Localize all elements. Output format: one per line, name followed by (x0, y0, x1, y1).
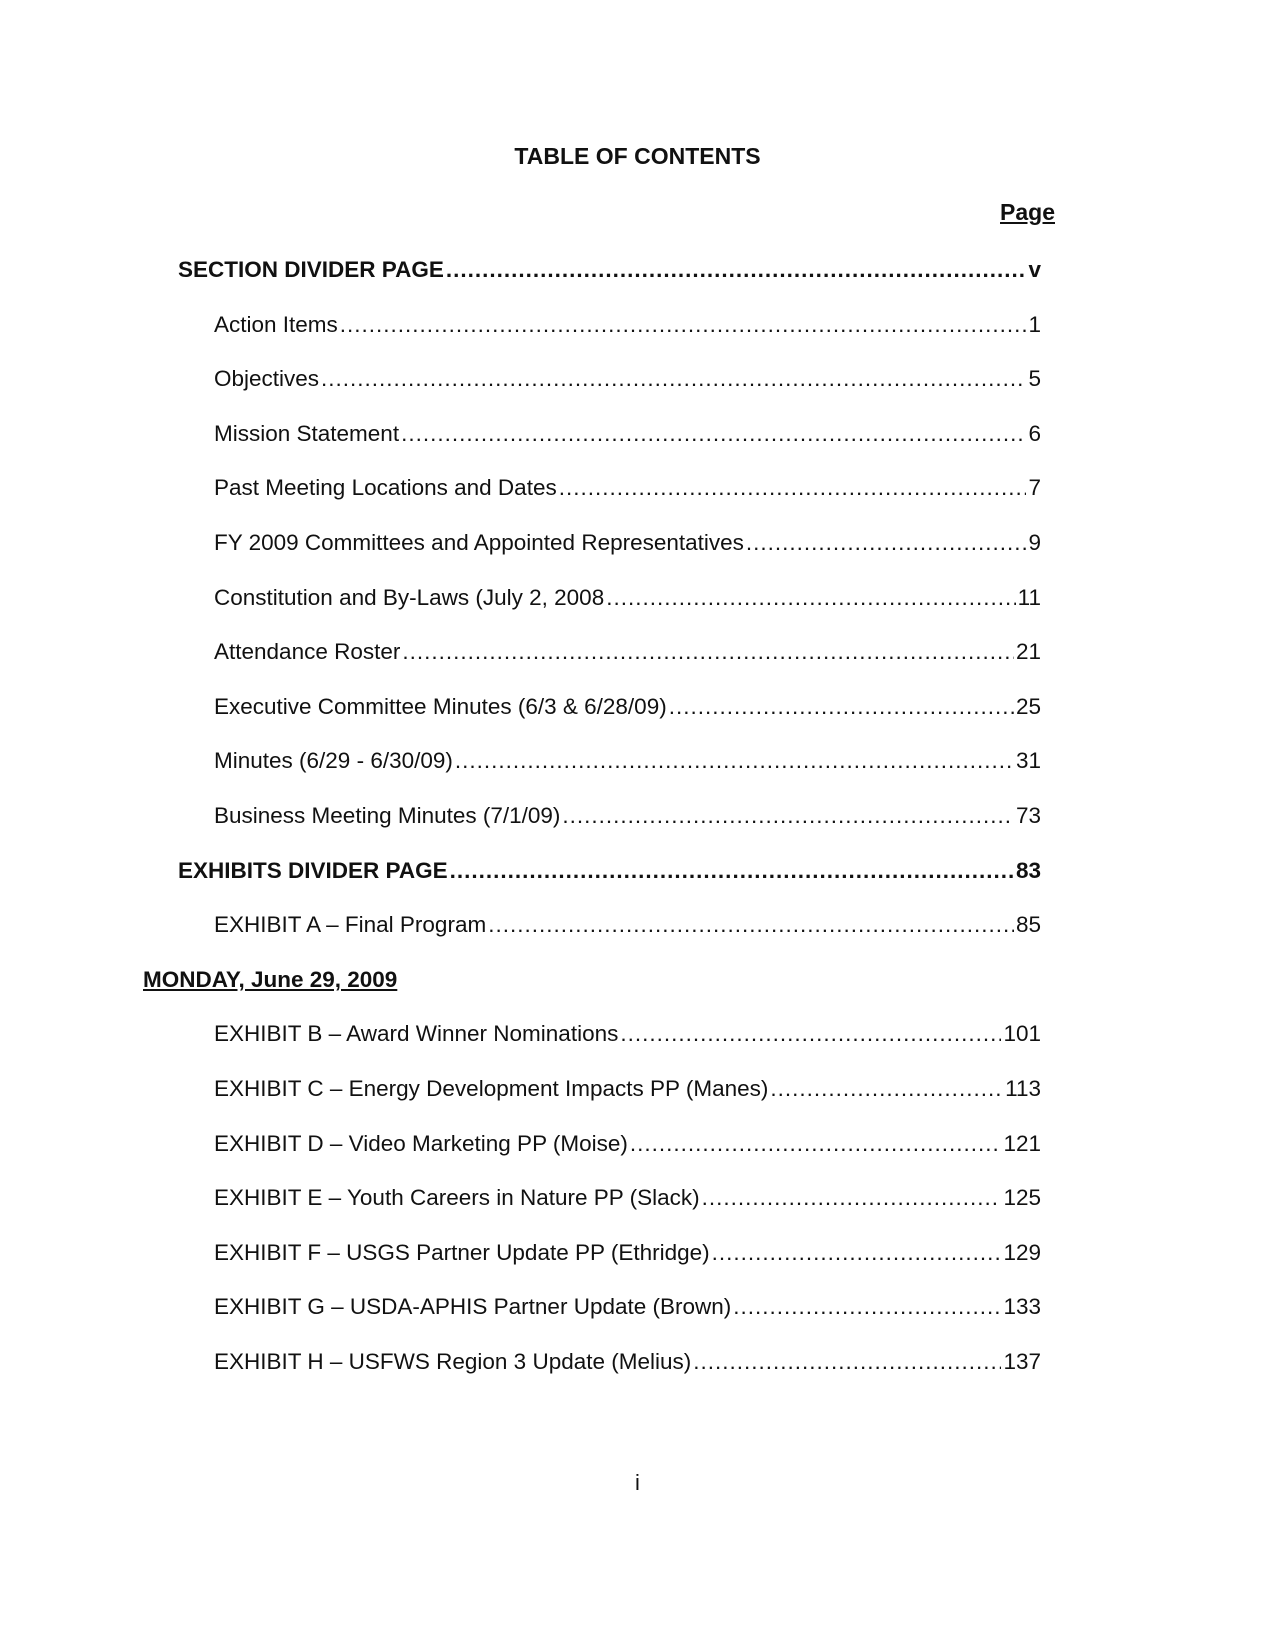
toc-entry (214, 734, 1041, 789)
toc-entry-label: Attendance Roster (214, 639, 401, 665)
page-number-footer: i (635, 1470, 640, 1495)
toc-entry-label: EXHIBIT C – Energy Development Impacts PP (Manes) (214, 1075, 769, 1101)
dot-leader (401, 407, 1026, 462)
toc-entry-label: Mission Statement (214, 420, 400, 446)
dot-leader (606, 571, 1015, 626)
toc-entry-page: v (1028, 257, 1041, 282)
dot-leader (620, 1007, 1001, 1062)
toc-entry-label: Executive Committee Minutes (6/3 & 6/28/09) (214, 693, 667, 719)
dot-leader (702, 1171, 1002, 1226)
toc-entry-page: 9 (1028, 529, 1041, 555)
dot-leader (630, 1117, 1002, 1172)
dot-leader (669, 680, 1014, 735)
toc-entry-page: 6 (1028, 420, 1041, 446)
dot-leader (446, 243, 1027, 298)
table-of-contents (0, 243, 1275, 1389)
toc-entry (214, 1062, 1041, 1117)
toc-entry-label: EXHIBIT E – Youth Careers in Nature PP (Slack) (214, 1185, 700, 1211)
toc-entry-label: Business Meeting Minutes (7/1/09) (214, 802, 561, 828)
dot-leader (455, 734, 1014, 789)
dot-leader (712, 1226, 1002, 1281)
toc-entry-label: Minutes (6/29 - 6/30/09) (214, 748, 453, 774)
dot-leader (562, 789, 1014, 844)
toc-entry (178, 243, 1041, 298)
dot-leader (321, 352, 1026, 407)
toc-entry-label: FY 2009 Committees and Appointed Representatives (214, 529, 744, 555)
toc-entry-label: EXHIBIT B – Award Winner Nominations (214, 1021, 619, 1047)
toc-entry (214, 461, 1041, 516)
toc-entry (214, 407, 1041, 462)
toc-entry-label: EXHIBITS DIVIDER PAGE (178, 857, 448, 883)
dot-leader (693, 1335, 1001, 1390)
toc-entry (214, 1226, 1041, 1281)
toc-entry-page: 101 (1003, 1021, 1041, 1047)
toc-entry-page: 11 (1017, 584, 1041, 610)
toc-entry-page: 25 (1015, 693, 1041, 719)
toc-entry-label: Constitution and By-Laws (July 2, 2008 (214, 584, 605, 610)
toc-entry-page: 125 (1003, 1185, 1041, 1211)
toc-entry-page: 133 (1003, 1294, 1041, 1320)
toc-entry-page: 83 (1015, 857, 1041, 883)
toc-entry-page: 137 (1003, 1348, 1041, 1374)
toc-day-heading (143, 953, 1275, 1008)
toc-entry-page: 5 (1028, 366, 1041, 392)
toc-entry (214, 1007, 1041, 1062)
dot-leader (559, 461, 1027, 516)
dot-leader (450, 844, 1014, 899)
toc-entry (214, 1171, 1041, 1226)
toc-entry-page: 31 (1015, 748, 1041, 774)
dot-leader (488, 898, 1014, 953)
toc-entry (214, 298, 1041, 353)
toc-entry-page: 7 (1028, 475, 1041, 501)
toc-entry (178, 844, 1041, 899)
toc-entry-page: 73 (1015, 802, 1041, 828)
toc-entry-label: EXHIBIT F – USGS Partner Update PP (Ethridge) (214, 1239, 710, 1265)
toc-entry-label: EXHIBIT A – Final Program (214, 912, 487, 938)
toc-entry-page: 1 (1028, 311, 1041, 337)
dot-leader (340, 298, 1027, 353)
toc-entry-label: EXHIBIT H – USFWS Region 3 Update (Melius) (214, 1348, 692, 1374)
toc-entry (214, 352, 1041, 407)
toc-entry-label: EXHIBIT G – USDA-APHIS Partner Update (Brown) (214, 1294, 732, 1320)
toc-entry (214, 789, 1041, 844)
toc-entry (214, 1335, 1041, 1390)
toc-entry (214, 625, 1041, 680)
toc-entry (214, 1117, 1041, 1172)
toc-entry-page: 129 (1003, 1239, 1041, 1265)
dot-leader (402, 625, 1014, 680)
page-title: TABLE OF CONTENTS (514, 143, 761, 169)
toc-entry-label: Past Meeting Locations and Dates (214, 475, 557, 501)
toc-entry-label: Action Items (214, 311, 338, 337)
dot-leader (733, 1280, 1001, 1335)
toc-entry-page: 85 (1015, 912, 1041, 938)
dot-leader (746, 516, 1027, 571)
toc-entry (214, 680, 1041, 735)
toc-entry-label: SECTION DIVIDER PAGE (178, 257, 444, 282)
page-column-header: Page (1000, 199, 1055, 225)
toc-entry (214, 898, 1041, 953)
dot-leader (770, 1062, 1003, 1117)
toc-entry-page: 21 (1015, 639, 1041, 665)
toc-entry-page: 113 (1005, 1075, 1041, 1101)
toc-entry (214, 571, 1041, 626)
toc-entry-label: EXHIBIT D – Video Marketing PP (Moise) (214, 1130, 628, 1156)
toc-entry (214, 1280, 1041, 1335)
toc-entry (214, 516, 1041, 571)
toc-entry-page: 121 (1003, 1130, 1041, 1156)
toc-entry-label: MONDAY, June 29, 2009 (143, 966, 398, 992)
toc-entry-label: Objectives (214, 366, 320, 392)
